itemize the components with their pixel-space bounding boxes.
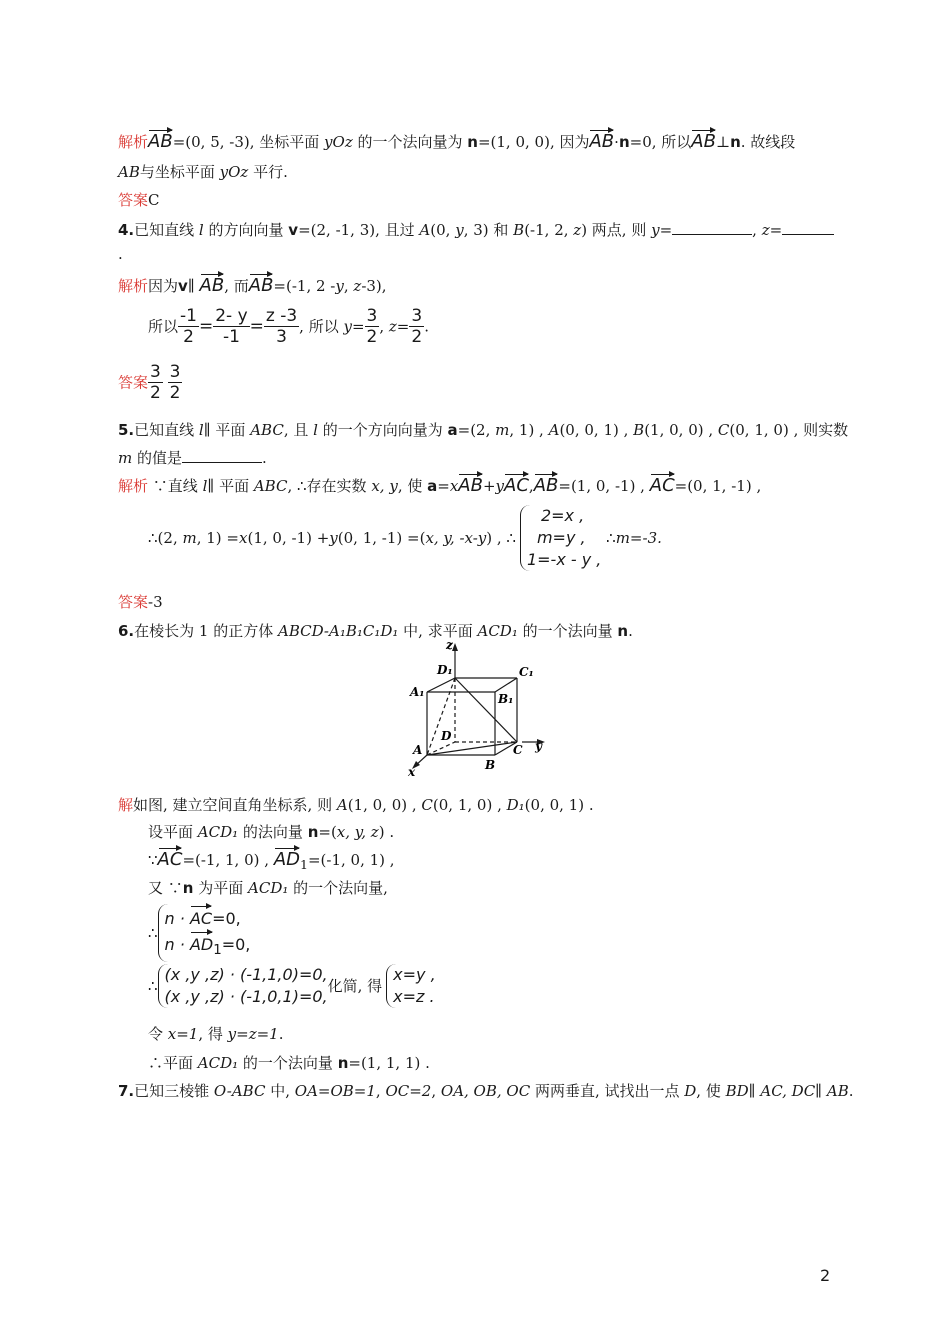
- text: z=: [388, 317, 410, 336]
- text: n: [337, 1054, 349, 1072]
- answer-label: 答案: [118, 373, 149, 392]
- text: 化简, 得: [327, 977, 383, 995]
- text: , 使: [397, 477, 428, 495]
- label-b: B: [485, 758, 496, 772]
- text: 中, 求平面: [398, 622, 478, 640]
- text: =(-1, 0, 1) ,: [307, 851, 395, 869]
- text: AB: [118, 163, 140, 181]
- text: . 故线段: [740, 133, 796, 151]
- text: =: [198, 316, 214, 337]
- text: 因为: [148, 277, 179, 295]
- sol6-line3: [148, 846, 395, 875]
- text: ABC: [253, 477, 288, 495]
- text: 3: [411, 306, 423, 326]
- text: yOz: [324, 133, 353, 151]
- text: ,: [379, 317, 389, 336]
- fraction: [264, 306, 299, 347]
- text: x, y, z: [336, 823, 379, 841]
- text: , 得: [198, 1025, 228, 1043]
- text: 平行.: [248, 163, 288, 181]
- text: l: [198, 421, 204, 439]
- text: 已知直线: [134, 221, 199, 239]
- sol3-label: 解析: [118, 133, 149, 151]
- text: 为平面: [193, 879, 249, 897]
- text: B: [513, 221, 525, 239]
- equation-system: [520, 505, 601, 571]
- fraction: [148, 362, 163, 403]
- sol4-line1: [118, 272, 387, 296]
- text: -1: [222, 327, 240, 347]
- question-number: 7.: [118, 1082, 135, 1100]
- text: a: [447, 421, 458, 439]
- equation: (x ,y ,z) · (-1,0,1)=0,: [164, 987, 328, 1006]
- text: (0, 0, 1) .: [524, 796, 594, 814]
- text: .: [262, 449, 267, 467]
- text: n: [730, 133, 741, 151]
- answer-value: C: [148, 191, 160, 209]
- sol6-system2: [148, 964, 436, 1008]
- text: 两两垂直, 试找出一点: [530, 1082, 685, 1100]
- text: n: [307, 823, 319, 841]
- text: 在棱长为 1 的正方体: [134, 622, 278, 640]
- equation: m=y ,: [536, 528, 586, 547]
- text: A: [336, 796, 348, 814]
- vector-ad1: AD: [274, 846, 300, 870]
- text: =(0, 1, -1) ,: [674, 477, 762, 495]
- diag-d1c: [455, 678, 517, 742]
- answer-label: 答案: [118, 191, 149, 209]
- label-d: D: [441, 729, 452, 743]
- vector-ac: AC: [504, 472, 529, 496]
- equation: 1=-x - y ,: [526, 550, 602, 569]
- text: =(: [318, 823, 337, 841]
- vector-ab: AB: [534, 472, 559, 496]
- text: n: [467, 133, 478, 151]
- text: 所以: [148, 317, 179, 336]
- text: .: [424, 317, 429, 336]
- text: C: [717, 421, 730, 439]
- text: ,: [375, 1082, 386, 1100]
- vector-ab: AB: [249, 272, 274, 296]
- equation-system: [158, 904, 251, 962]
- text: l: [202, 477, 208, 495]
- text: ) .: [378, 823, 395, 841]
- text: l: [198, 221, 204, 239]
- equation: 2=x ,: [540, 506, 585, 525]
- sol6-system1: [148, 904, 250, 962]
- text: =: [437, 477, 450, 495]
- sol6-label: 解: [118, 796, 134, 814]
- text: y=: [343, 317, 365, 336]
- text: ∴: [601, 529, 616, 547]
- text: 3: [150, 362, 161, 382]
- text: ) 两点, 则: [581, 221, 652, 239]
- sol5-line2: [148, 505, 662, 571]
- vector-ac: AC: [650, 472, 675, 496]
- vector-ab: AB: [148, 128, 173, 152]
- text: n: [182, 879, 194, 897]
- text: z: [353, 277, 362, 295]
- text: (0, 1, 0) , 则实数: [729, 421, 849, 439]
- text: ∥: [187, 277, 195, 295]
- text: 2: [366, 327, 378, 347]
- sol5-line1: [118, 472, 761, 496]
- text: ABC: [250, 421, 284, 439]
- text: OA, OB, OC: [440, 1082, 531, 1100]
- text: 的法向量: [238, 823, 308, 841]
- text: C: [421, 796, 433, 814]
- sol3-line1: [118, 128, 795, 152]
- q5-line1: [118, 420, 848, 440]
- text: y: [495, 477, 505, 495]
- text: 的一个法向量: [517, 622, 618, 640]
- text: v: [288, 221, 299, 239]
- text: 2: [150, 383, 161, 403]
- text: 的一个方向向量为: [317, 421, 448, 439]
- text: 的值是: [132, 449, 183, 467]
- text: .: [848, 1082, 854, 1100]
- text: (1, 0, 0) ,: [347, 796, 422, 814]
- equation-system: [386, 964, 436, 1008]
- vector-ac: AC: [158, 846, 183, 870]
- text: 3: [169, 362, 181, 382]
- text: A: [548, 421, 560, 439]
- text: , ∴存在实数: [287, 477, 372, 495]
- z-axis-arrow: [452, 643, 458, 651]
- text: , 所以: [299, 317, 344, 336]
- text: =(-1, 2 -: [273, 277, 336, 295]
- edge-b1c1: [495, 678, 517, 692]
- text: ∴(2, m, 1) =x(1, 0, -1) +y(0, 1, -1) =(x, y, -x-y) , ∴: [148, 529, 516, 547]
- vector-ab: AB: [458, 472, 483, 496]
- text: z -3: [265, 306, 298, 326]
- text: y: [455, 221, 464, 239]
- text: A: [419, 221, 431, 239]
- text: , 且: [283, 421, 314, 439]
- text: =(1, 0, 0), 因为: [477, 133, 590, 151]
- text: ,: [343, 277, 354, 295]
- answer-blank-z[interactable]: [782, 220, 834, 235]
- text: =: [249, 316, 264, 337]
- edge-a1d1: [427, 678, 455, 692]
- text: m: [495, 421, 510, 439]
- q6-line1: [118, 621, 633, 641]
- text: z: [573, 221, 582, 239]
- text: x=1: [167, 1025, 199, 1043]
- sol6-line2: [148, 822, 394, 842]
- text: =(1, 1, 1) .: [348, 1054, 430, 1072]
- text: 已知直线: [134, 421, 199, 439]
- text: m=-3.: [615, 529, 662, 547]
- fraction: [168, 362, 183, 403]
- sol6-line4: [148, 878, 388, 898]
- text: 的一个法向量为: [352, 133, 468, 151]
- text: .: [118, 245, 123, 263]
- q4-line2: [118, 244, 123, 264]
- text: 3: [366, 306, 378, 326]
- page-number: 2: [820, 1266, 831, 1285]
- text: ACD₁: [477, 622, 518, 640]
- text: D: [684, 1082, 697, 1100]
- label-y: y: [535, 739, 542, 753]
- text: ,: [752, 221, 762, 239]
- question-number: 4.: [118, 221, 135, 239]
- text: =(2,: [457, 421, 496, 439]
- text: -1: [180, 306, 197, 326]
- text: 已知三棱锥: [134, 1082, 214, 1100]
- question-number: 5.: [118, 421, 135, 439]
- text: 又 ∵: [148, 879, 183, 897]
- text: OC=2: [385, 1082, 432, 1100]
- text: 3: [276, 327, 287, 347]
- text: BD∥ AC, DC∥ AB: [725, 1082, 849, 1100]
- text: v: [178, 277, 188, 295]
- text: =(1, 0, -1) ,: [558, 477, 645, 495]
- answer-value: -3: [148, 593, 163, 611]
- equation: $n \cdot AD_1=0$,: [165, 930, 251, 962]
- text: ABCD-A₁B₁C₁D₁: [278, 622, 399, 640]
- text: (0, 0, 1) ,: [559, 421, 634, 439]
- text: 设平面: [148, 823, 198, 841]
- text: (1, 0, 0) ,: [644, 421, 718, 439]
- text: 令: [148, 1025, 168, 1043]
- text: =(-1, 1, 0) ,: [182, 851, 270, 869]
- text: (-1, 2,: [524, 221, 574, 239]
- text: 2: [411, 327, 423, 347]
- text: 的方向向量: [203, 221, 289, 239]
- text: ACD₁: [197, 823, 239, 841]
- q4-line1: [118, 220, 834, 240]
- q7-line1: [118, 1081, 854, 1101]
- text: ∵: [148, 851, 158, 869]
- text: x, y: [371, 477, 398, 495]
- answer4: [118, 362, 182, 403]
- text: ACD₁: [197, 1054, 239, 1072]
- equation-system: [158, 964, 328, 1008]
- text: a: [427, 477, 438, 495]
- answer-blank-y[interactable]: [672, 220, 752, 235]
- text: , 3) 和: [463, 221, 514, 239]
- text: l: [313, 421, 318, 439]
- text: yOz: [219, 163, 249, 181]
- text: 的一个法向量,: [288, 879, 388, 897]
- text: ∵直线: [148, 477, 203, 495]
- text: n: [617, 622, 629, 640]
- text: ACD₁: [248, 879, 289, 897]
- text: y: [335, 277, 344, 295]
- answer-blank-m[interactable]: [182, 448, 262, 463]
- sol3-line2: [118, 162, 288, 182]
- label-a1: A₁: [410, 685, 425, 699]
- equation: (x ,y ,z) · (-1,1,0)=0,: [164, 965, 328, 984]
- text: +: [482, 477, 496, 495]
- text: ∴: [148, 924, 158, 943]
- text: (0,: [430, 221, 456, 239]
- sol6-line8: [148, 1053, 430, 1073]
- text: ,: [431, 1082, 441, 1100]
- text: 2: [169, 383, 181, 403]
- text: =0, 所以: [629, 133, 692, 151]
- equation: n · AC=0,: [165, 904, 251, 930]
- text: n: [618, 133, 630, 151]
- text: 的一个法向量: [238, 1054, 338, 1072]
- q5-line2: [118, 448, 267, 468]
- text: , 而: [224, 277, 249, 295]
- text: y=: [651, 221, 673, 239]
- equation: x=z .: [393, 987, 435, 1006]
- sol4-line2: [148, 306, 429, 347]
- text: OA=OB=1: [294, 1082, 376, 1100]
- text: , 1) ,: [509, 421, 549, 439]
- label-c: C: [513, 743, 523, 757]
- text: (0, 1, 0) ,: [432, 796, 507, 814]
- text: m: [118, 449, 133, 467]
- answer5: [118, 592, 163, 612]
- text: =(2, -1, 3), 且过: [298, 221, 420, 239]
- text: ∴: [148, 977, 158, 995]
- text: -3),: [361, 277, 387, 295]
- text: , 使: [696, 1082, 726, 1100]
- text: =(0, 5, -3), 坐标平面: [172, 133, 325, 151]
- fraction: [213, 306, 249, 347]
- text: 与坐标平面: [139, 163, 220, 181]
- subscript: 1: [300, 857, 308, 872]
- text: 2- y: [215, 306, 248, 326]
- text: y=z=1: [227, 1025, 279, 1043]
- text: ∥ 平面: [207, 477, 254, 495]
- sol4-label: 解析: [118, 277, 149, 295]
- text: B: [633, 421, 645, 439]
- vector-ab: AB: [589, 128, 614, 152]
- text: ∥ 平面: [203, 421, 251, 439]
- label-z: z: [446, 640, 453, 652]
- text: 2: [183, 327, 194, 347]
- label-d1: D₁: [437, 663, 453, 677]
- text: .: [278, 1025, 284, 1043]
- label-c1: C₁: [519, 665, 534, 679]
- text: 中,: [265, 1082, 295, 1100]
- text: ,: [528, 477, 534, 495]
- answer3: [118, 190, 160, 210]
- text: x: [449, 477, 459, 495]
- sol6-line7: [148, 1024, 284, 1044]
- label-x: x: [408, 765, 416, 779]
- text: D₁: [506, 796, 525, 814]
- vector-ab: AB: [200, 272, 225, 296]
- answer-label: 答案: [118, 593, 149, 611]
- text: ∴平面: [148, 1054, 198, 1072]
- fraction: [409, 306, 424, 347]
- sol6-line1: [118, 795, 594, 815]
- text: z=: [761, 221, 783, 239]
- text: ·: [614, 133, 619, 151]
- text: O-ABC: [213, 1082, 266, 1100]
- question-number: 6.: [118, 622, 135, 640]
- fraction: [365, 306, 380, 347]
- equation: x=y ,: [393, 965, 436, 984]
- text: ⊥: [715, 133, 731, 151]
- cube-figure: [405, 640, 555, 780]
- vector-ab: AB: [691, 128, 716, 152]
- text: .: [628, 622, 633, 640]
- text: 如图, 建立空间直角坐标系, 则: [133, 796, 337, 814]
- label-b1: B₁: [498, 692, 514, 706]
- fraction: [178, 306, 199, 347]
- label-a: A: [413, 743, 423, 757]
- sol5-label: 解析: [118, 477, 149, 495]
